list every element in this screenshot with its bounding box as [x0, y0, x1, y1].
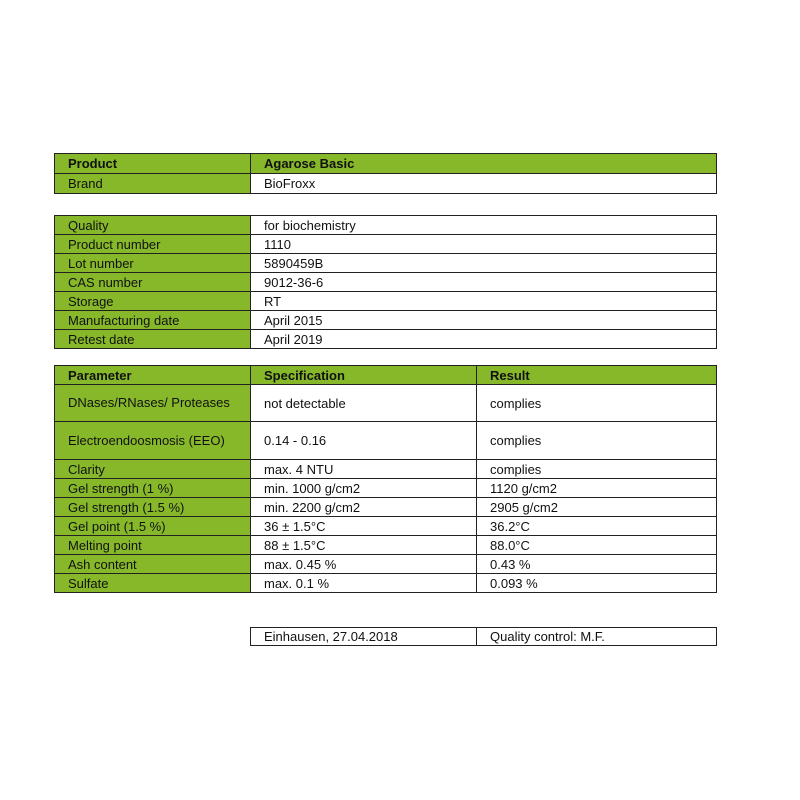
parameter-specification: 36 ± 1.5°C	[251, 517, 477, 536]
parameter-result: 0.093 %	[477, 574, 717, 593]
parameter-name: DNases/RNases/ Proteases	[55, 385, 251, 422]
parameter-row	[55, 517, 717, 536]
parameter-result: 36.2°C	[477, 517, 717, 536]
header-parameter: Parameter	[55, 366, 251, 385]
parameter-row	[55, 385, 717, 422]
header-result: Result	[477, 366, 717, 385]
parameter-row	[55, 555, 717, 574]
parameter-result: 2905 g/cm2	[477, 498, 717, 517]
info-label: Manufacturing date	[55, 311, 251, 330]
signature-row	[251, 628, 717, 646]
parameter-result: 88.0°C	[477, 536, 717, 555]
product-label: Product	[55, 154, 251, 174]
parameter-result: complies	[477, 460, 717, 479]
parameter-row	[55, 536, 717, 555]
parameter-specification: max. 0.1 %	[251, 574, 477, 593]
info-label: Quality	[55, 216, 251, 235]
parameter-row	[55, 574, 717, 593]
brand-row	[55, 174, 717, 194]
parameter-name: Melting point	[55, 536, 251, 555]
quality-control: Quality control: M.F.	[477, 628, 717, 646]
info-table	[54, 215, 717, 349]
info-label: Lot number	[55, 254, 251, 273]
info-row-manufacturing-date	[55, 311, 717, 330]
info-label: Retest date	[55, 330, 251, 349]
parameter-row	[55, 479, 717, 498]
parameter-header-row	[55, 366, 717, 385]
signature-table	[250, 627, 717, 646]
parameter-specification: min. 2200 g/cm2	[251, 498, 477, 517]
parameter-name: Gel strength (1.5 %)	[55, 498, 251, 517]
header-specification: Specification	[251, 366, 477, 385]
parameter-specification: min. 1000 g/cm2	[251, 479, 477, 498]
parameter-row	[55, 422, 717, 460]
parameter-specification: 0.14 - 0.16	[251, 422, 477, 460]
parameter-result: complies	[477, 385, 717, 422]
info-row-lot-number	[55, 254, 717, 273]
info-row-quality	[55, 216, 717, 235]
info-label: Product number	[55, 235, 251, 254]
product-value: Agarose Basic	[251, 154, 717, 174]
parameter-specification: not detectable	[251, 385, 477, 422]
parameter-name: Sulfate	[55, 574, 251, 593]
info-label: Storage	[55, 292, 251, 311]
parameter-name: Electroendoosmosis (EEO)	[55, 422, 251, 460]
parameter-result: 1120 g/cm2	[477, 479, 717, 498]
info-row-product-number	[55, 235, 717, 254]
parameter-row	[55, 460, 717, 479]
info-value: April 2019	[251, 330, 717, 349]
info-row-retest-date	[55, 330, 717, 349]
parameter-specification: 88 ± 1.5°C	[251, 536, 477, 555]
info-value: for biochemistry	[251, 216, 717, 235]
info-value: 5890459B	[251, 254, 717, 273]
place-date: Einhausen, 27.04.2018	[251, 628, 477, 646]
parameter-table	[54, 365, 717, 593]
parameter-name: Gel point (1.5 %)	[55, 517, 251, 536]
parameter-name: Ash content	[55, 555, 251, 574]
info-value: April 2015	[251, 311, 717, 330]
brand-value: BioFroxx	[251, 174, 717, 194]
product-row	[55, 154, 717, 174]
brand-label: Brand	[55, 174, 251, 194]
info-value: RT	[251, 292, 717, 311]
info-value: 9012-36-6	[251, 273, 717, 292]
info-label: CAS number	[55, 273, 251, 292]
parameter-result: 0.43 %	[477, 555, 717, 574]
info-row-cas-number	[55, 273, 717, 292]
parameter-name: Gel strength (1 %)	[55, 479, 251, 498]
parameter-name: Clarity	[55, 460, 251, 479]
info-value: 1110	[251, 235, 717, 254]
parameter-result: complies	[477, 422, 717, 460]
product-table	[54, 153, 717, 194]
parameter-specification: max. 0.45 %	[251, 555, 477, 574]
info-row-storage	[55, 292, 717, 311]
parameter-row	[55, 498, 717, 517]
parameter-specification: max. 4 NTU	[251, 460, 477, 479]
